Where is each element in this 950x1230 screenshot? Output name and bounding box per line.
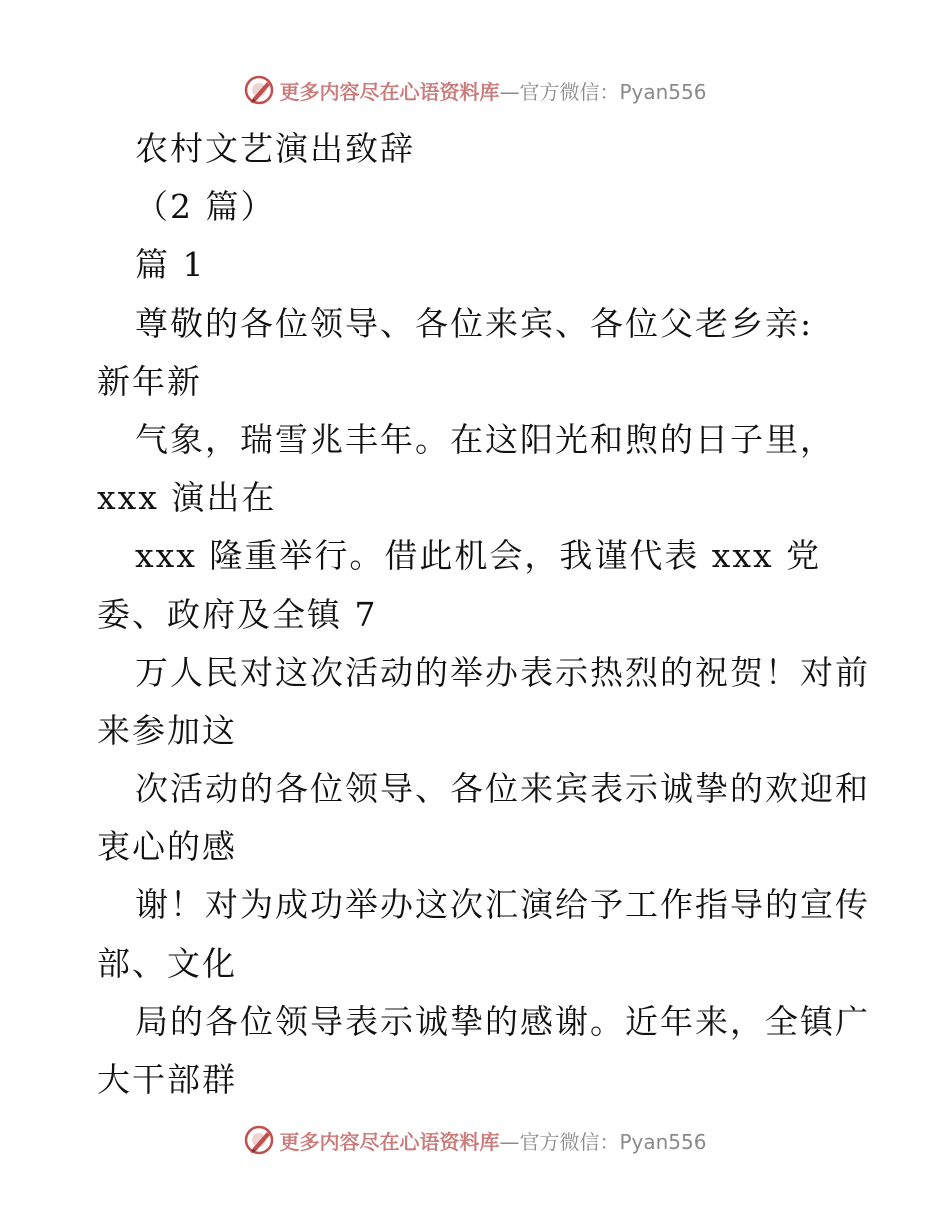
text-line: xxx 演出在 (97, 478, 277, 518)
pen-logo-icon (243, 1124, 275, 1156)
text-line: xxx 隆重举行。借此机会，我谨代表 xxx 党 (135, 536, 822, 576)
footer-banner (0, 1120, 950, 1160)
banner-contact-text: —官方微信：Pyan556 (499, 1129, 707, 1154)
banner-text (279, 1126, 706, 1155)
text-line: 次活动的各位领导、各位来宾表示诚挚的欢迎和 (135, 769, 870, 809)
banner-main-text: 更多内容尽在心语资料库 (279, 1129, 500, 1154)
document-body (97, 120, 870, 1109)
text-line: 衷心的感 (97, 827, 237, 867)
banner-contact-text: —官方微信：Pyan556 (499, 79, 707, 104)
document-title: 农村文艺演出致辞 (135, 129, 415, 168)
header-banner (0, 70, 950, 110)
document-subtitle: （2 篇） (135, 187, 276, 227)
text-line: 尊敬的各位领导、各位来宾、各位父老乡亲: (135, 303, 814, 343)
section-heading: 篇 1 (135, 245, 206, 285)
text-line: 大干部群 (97, 1060, 237, 1099)
banner-text (279, 76, 706, 105)
text-line: 局的各位领导表示诚挚的感谢。近年来，全镇广 (135, 1001, 870, 1041)
text-line: 气象，瑞雪兆丰年。在这阳光和煦的日子里， (135, 419, 835, 459)
text-line: 委、政府及全镇 7 (97, 594, 378, 634)
text-line: 万人民对这次活动的举办表示热烈的祝贺！对前 (135, 652, 870, 692)
pen-logo-icon (243, 74, 275, 106)
text-line: 部、文化 (97, 943, 237, 983)
text-line: 来参加这 (97, 710, 237, 750)
text-line: 新年新 (97, 361, 202, 401)
text-line: 谢！对为成功举办这次汇演给予工作指导的宣传 (135, 885, 870, 925)
banner-main-text: 更多内容尽在心语资料库 (279, 79, 500, 104)
